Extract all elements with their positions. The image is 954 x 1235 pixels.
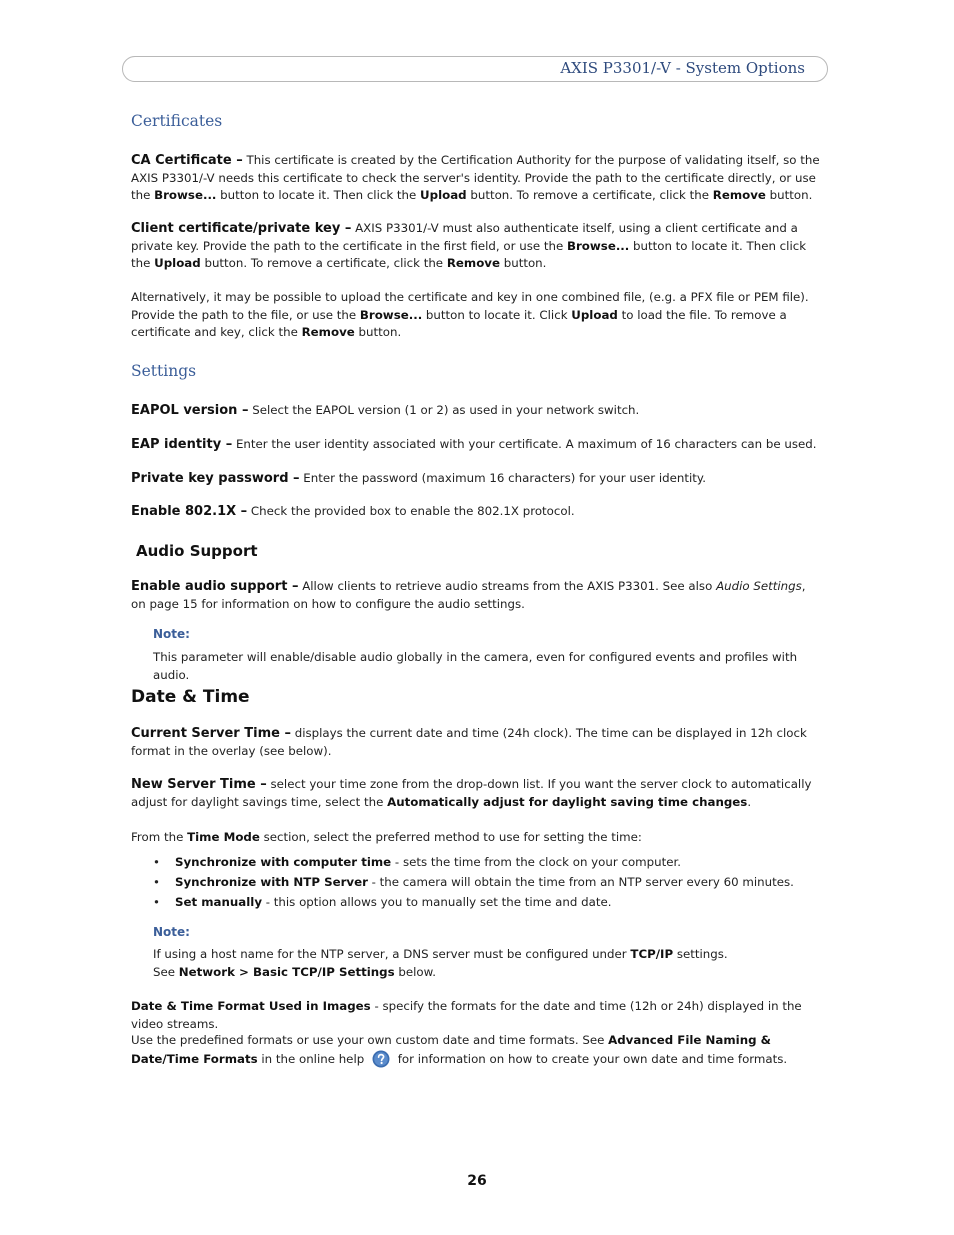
time-mode-paragraph	[131, 829, 821, 847]
text: in the online help	[257, 1051, 368, 1066]
date-time-heading: Date & Time	[131, 687, 250, 707]
current-server-time-term: Current Server Time –	[131, 726, 291, 741]
text: settings.	[673, 947, 728, 961]
text: section, select the preferred method to use for setting the time:	[259, 830, 642, 844]
text: If using a host name for the NTP server, a DNS server must be configured under	[153, 947, 631, 961]
client-certificate-term: Client certificate/private key –	[131, 221, 352, 236]
text: button.	[765, 188, 813, 202]
text: for information on how to create your own date and time formats.	[393, 1051, 788, 1066]
bullet-icon: •	[153, 855, 160, 869]
ntp-note-label: Note:	[153, 925, 190, 939]
browse-label: Browse...	[154, 188, 217, 202]
text: select your time zone from the drop-down list. If you want the server clock to automatically adjust for daylight savings time, select the	[131, 777, 812, 809]
text: - specify the formats for the date and time (12h or 24h) displayed in the video streams.	[131, 999, 802, 1031]
text: See	[153, 964, 179, 979]
audio-support-heading: Audio Support	[136, 542, 258, 560]
bullet-icon: •	[153, 875, 160, 889]
text: This certificate is created by the Certification Authority for the purpose of validating itself, so the AXIS P3301/-V needs this certificate to check the server's identity. Provide the path to the certificate directly, or use the	[131, 153, 820, 202]
header-title: AXIS P3301/-V - System Options	[560, 59, 805, 77]
enable-audio-term: Enable audio support –	[131, 579, 299, 594]
tcpip-label: TCP/IP	[630, 947, 674, 961]
new-server-time-paragraph	[131, 776, 821, 811]
text: button. To remove a certificate, click the	[466, 188, 713, 202]
text: button to locate it. Click	[422, 307, 572, 322]
enable-8021x-term: Enable 802.1X –	[131, 504, 248, 519]
audio-note-text: This parameter will enable/disable audio globally in the camera, even for configured events and profiles with audio.	[153, 650, 798, 682]
text: AXIS P3301/-V must also authenticate itself, using a client certificate and a private key. Provide the path to the certificate in the first field, or use the	[131, 221, 798, 253]
ca-certificate-term: CA Certificate –	[131, 153, 243, 168]
text: Alternatively, it may be possible to upload the certificate and key in one combined file, (e.g. a PFX file or PEM file). Provide the path to the file, or use the	[131, 290, 809, 322]
text: button to locate it. Then click the	[131, 238, 807, 270]
audio-note-label: Note:	[153, 627, 190, 641]
text: button to locate it. Then click the	[216, 188, 421, 202]
text: Allow clients to retrieve audio streams from the AXIS P3301. See also	[298, 579, 717, 593]
text: Enter the password (maximum 16 characters) for your user identity.	[299, 471, 706, 485]
text: - sets the time from the clock on your computer.	[391, 855, 682, 869]
date-time-format-term: Date & Time Format Used in Images	[131, 999, 371, 1013]
new-server-time-term: New Server Time –	[131, 777, 267, 792]
private-key-password-paragraph	[131, 470, 821, 488]
option-name: Synchronize with computer time	[175, 855, 392, 869]
upload-label: Upload	[571, 307, 618, 322]
remove-label: Remove	[301, 325, 355, 339]
basic-tcpip-reference: Network > Basic TCP/IP Settings	[178, 964, 395, 979]
help-icon[interactable]	[372, 1050, 390, 1068]
text: - the camera will obtain the time from an NTP server every 60 minutes.	[367, 875, 794, 889]
audio-settings-reference: Audio Settings	[716, 579, 802, 593]
client-certificate-paragraph	[131, 220, 821, 273]
browse-label: Browse...	[566, 238, 630, 253]
ca-certificate-paragraph	[131, 152, 821, 205]
option-name: Synchronize with NTP Server	[175, 875, 368, 889]
enable-audio-paragraph	[131, 578, 821, 613]
eapol-version-term: EAPOL version –	[131, 403, 249, 418]
date-time-format-paragraph	[131, 998, 821, 1033]
running-header	[122, 56, 828, 82]
certificates-heading: Certificates	[131, 112, 223, 130]
text: - this option allows you to manually set the time and date.	[262, 895, 612, 909]
eapol-version-paragraph	[131, 402, 821, 420]
text: From the	[131, 830, 188, 844]
advanced-file-naming-reference: Advanced File Naming & Date/Time Formats	[131, 1033, 771, 1066]
text: displays the current date and time (24h clock). The time can be displayed in 12h clock format in the overlay (see below).	[131, 726, 807, 758]
list-item-text	[175, 854, 681, 871]
ntp-note-text	[153, 946, 821, 981]
remove-label: Remove	[712, 188, 766, 202]
private-key-password-term: Private key password –	[131, 471, 300, 486]
eap-identity-term: EAP identity –	[131, 437, 233, 452]
text: button.	[500, 256, 547, 270]
current-server-time-paragraph	[131, 725, 821, 760]
text: Check the provided box to enable the 802.1X protocol.	[247, 504, 575, 518]
text: Use the predefined formats or use your own custom date and time formats. See	[131, 1033, 609, 1047]
text: to load the file. To remove a certificate and key, click the	[131, 307, 787, 339]
upload-label: Upload	[154, 256, 201, 270]
list-item-text	[175, 894, 611, 911]
option-name: Set manually	[175, 895, 263, 909]
alternative-paragraph	[131, 289, 821, 342]
remove-label: Remove	[446, 256, 500, 270]
text: Select the EAPOL version (1 or 2) as used in your network switch.	[248, 403, 640, 417]
text: .	[747, 794, 752, 809]
bullet-icon: •	[153, 895, 160, 909]
upload-label: Upload	[420, 188, 467, 202]
text: Enter the user identity associated with your certificate. A maximum of 16 characters can be used.	[232, 437, 817, 451]
text: button. To remove a certificate, click the	[200, 256, 447, 270]
enable-8021x-paragraph	[131, 503, 821, 521]
time-mode-label: Time Mode	[187, 830, 260, 844]
text: below.	[394, 964, 436, 979]
text: button.	[354, 325, 402, 339]
predefined-formats-paragraph	[131, 1032, 821, 1068]
auto-dst-label: Automatically adjust for daylight saving time changes	[387, 794, 748, 809]
list-item-text	[175, 874, 794, 891]
text: , on page 15 for information on how to configure the audio settings.	[131, 579, 806, 611]
settings-heading: Settings	[131, 362, 197, 380]
browse-label: Browse...	[359, 307, 423, 322]
eap-identity-paragraph	[131, 436, 821, 454]
page-number: 26	[467, 1173, 487, 1189]
